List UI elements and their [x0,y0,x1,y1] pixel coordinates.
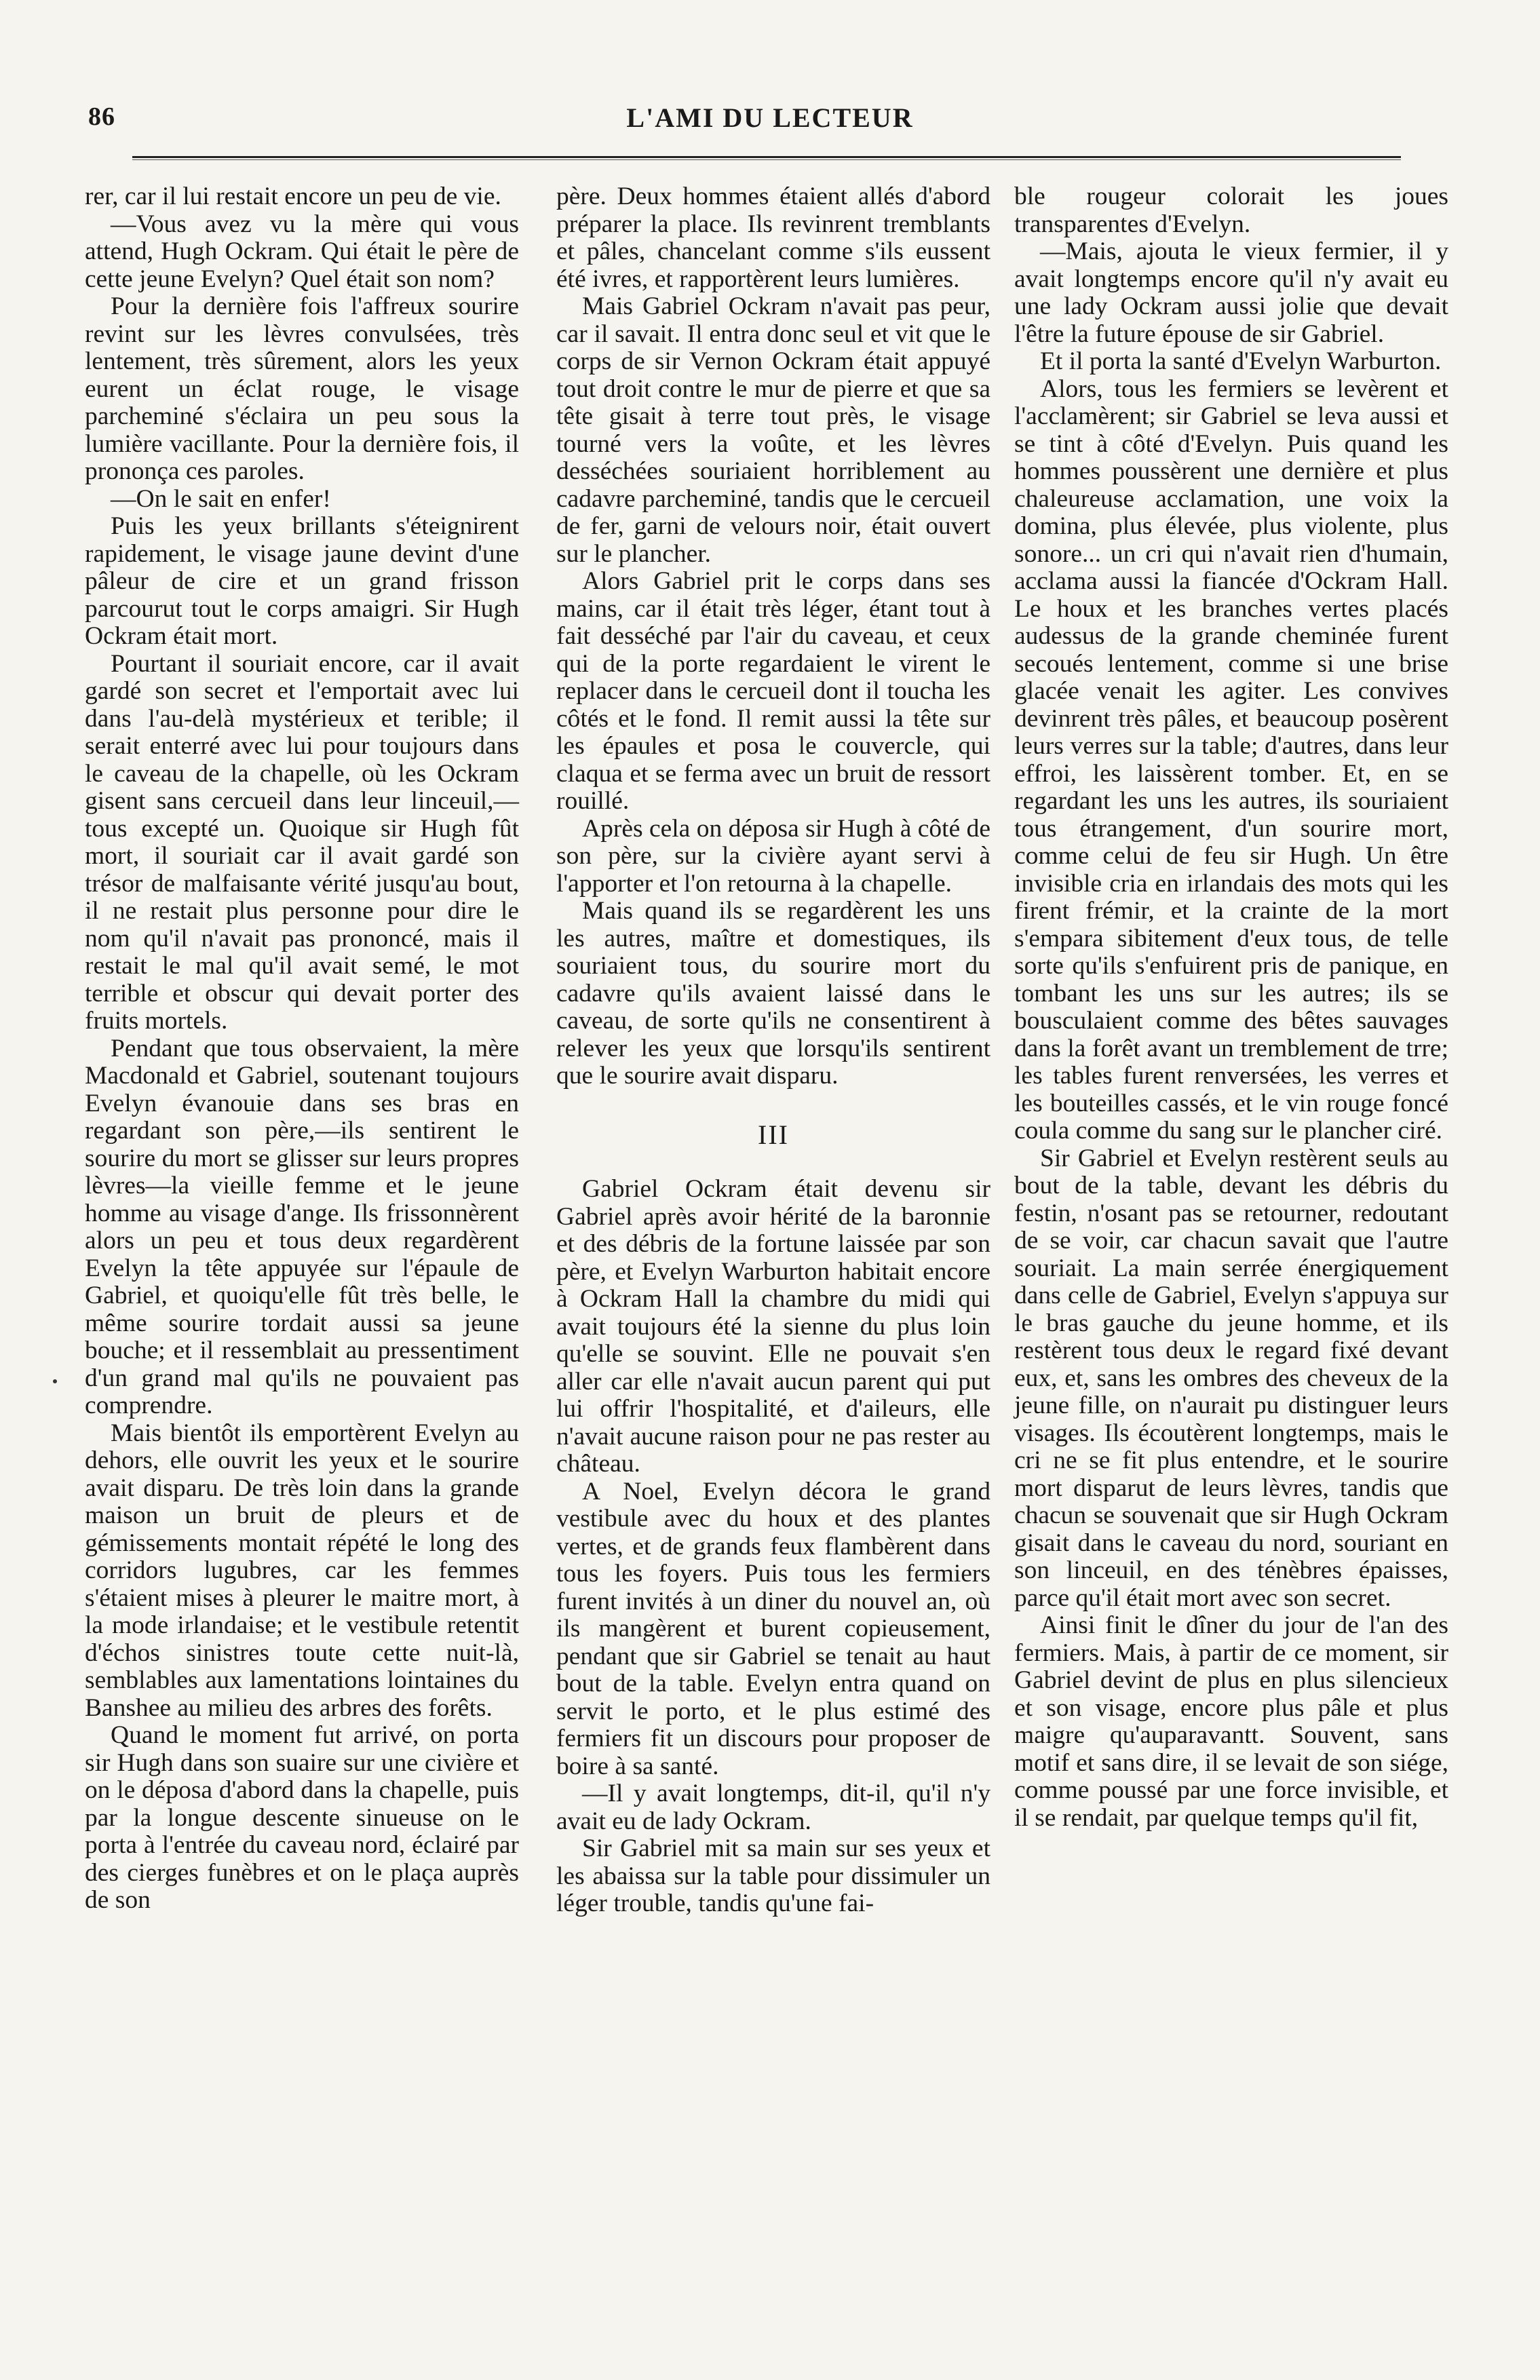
paragraph: Mais bientôt ils emportèrent Evelyn au dehors, elle ouvrit les yeux et le sourire avait disparu. De très loin dans la grande maison un bruit de pleurs et de gémissements montait répété le long des corridors lugubres, car les femmes s'étaient mises à pleurer le maitre mort, à la mode irlandaise; et le vestibule retentit d'échos sinistres toute cette nuit-là, semblables aux lamentations lointaines du Banshee au milieu des arbres des forêts. [85,1419,519,1722]
paragraph: ble rougeur colorait les joues transparentes d'Evelyn. [1014,183,1448,238]
paragraph: Sir Gabriel mit sa main sur ses yeux et les abaissa sur la table pour dissimuler un léger trouble, tandis qu'une fai- [556,1835,990,1917]
paragraph: A Noel, Evelyn décora le grand vestibule avec du houx et des plantes vertes, et de grands feux flambèrent dans tous les foyers. Puis tous les fermiers furent invités à un diner du nouvel an, où ils mangèrent et burent copieusement, pendant que sir Gabriel se tenait au haut bout de la table. Evelyn entra quand on servit le porto, et le plus estimé des fermiers fit un discours pour proposer de boire à sa santé. [556,1477,990,1780]
paragraph: père. Deux hommes étaient allés d'abord préparer la place. Ils revinrent tremblants et pâles, chancelant comme s'ils eussent été ivres, et rapportèrent leurs lumières. [556,183,990,293]
header-rule [132,156,1401,160]
paragraph: Pendant que tous observaient, la mère Macdonald et Gabriel, soutenant toujours Evelyn évanouie dans ses bras en regardant son père,—ils sentirent le sourire du mort se glisser sur leurs propres lèvres—la vieille femme et le jeune homme au visage d'ange. Ils frissonnèrent alors un peu et tous deux regardèrent Evelyn la tête appuyée sur l'épaule de Gabriel, et quoiqu'elle fût très belle, le même sourire tordait aussi sa jeune bouche; et il ressemblait au pressentiment d'un grand mal qu'ils ne pouvaient pas comprendre. [85,1034,519,1419]
paragraph: Pour la dernière fois l'affreux sourire revint sur les lèvres convulsées, très lentement, très sûrement, alors les yeux eurent un éclat rouge, le visage parcheminé s'éclaira un peu sous la lumière vacillante. Pour la dernière fois, il prononça ces paroles. [85,292,519,485]
paragraph: Et il porta la santé d'Evelyn Warburton. [1040,347,1442,375]
text-column-1 [85,183,519,2273]
paragraph: Mais quand ils se regardèrent les uns les autres, maître et domestiques, ils souriaient tous, du sourire mort du cadavre qu'ils avaient laissé dans le caveau, de sorte qu'ils ne consentirent à relever les yeux que lorsqu'ils sentirent que le sourire avait disparu. [556,897,990,1090]
paragraph: rer, car il lui restait encore un peu de vie. [85,183,501,210]
paragraph: Sir Gabriel et Evelyn restèrent seuls au bout de la table, devant les débris du festin, n'osant pas se retourner, redoutant de se voir, car chacun savait que l'autre souriait. La main serrée énergiquement dans celle de Gabriel, Evelyn s'appuya sur le bras gauche du jeune homme, et ils restèrent tous deux le regard fixé devant eux, et, sans les ombres des cheveux de la jeune fille, on n'aurait pu distinguer leurs visages. Ils écoutèrent longtemps, mais le cri ne se fit plus entendre, et le sourire mort disparut de leurs lèvres, tandis que chacun se souvenait que sir Hugh Ockram gisait dans le caveau du nord, souriant en son linceuil, en des ténèbres épaisses, parce qu'il était mort avec son secret. [1014,1144,1448,1612]
running-title: L'AMI DU LECTEUR [626,102,914,133]
page-number: 86 [88,102,115,131]
paragraph: Après cela on déposa sir Hugh à côté de son père, sur la civière ayant servi à l'apporter et l'on retourna à la chapelle. [556,814,990,898]
paragraph: Quand le moment fut arrivé, on porta sir Hugh dans son suaire sur une civière et on le déposa d'abord dans la chapelle, puis par la longue descente sinueuse on le porta à l'entrée du caveau nord, éclairé par des cierges funèbres et on le plaça auprès de son [85,1721,519,1914]
paragraph: Mais Gabriel Ockram n'avait pas peur, car il savait. Il entra donc seul et vit que le corps de sir Vernon Ockram était appuyé tout droit contre le mur de pierre et que sa tête gisait à terre tout près, le visage tourné vers la voûte, et les lèvres desséchées souriaient horriblement au cadavre parcheminé, tandis que le cercueil de fer, garni de velours noir, était ouvert sur le plancher. [556,292,990,568]
paragraph: Alors Gabriel prit le corps dans ses mains, car il était très léger, étant tout à fait desséché par l'air du caveau, et ceux qui de la porte regardaient le virent le replacer dans le cercueil dont il toucha les côtés et le fond. Il remit aussi la tête sur les épaules et posa le couvercle, qui claqua et se ferma avec un bruit de ressort rouillé. [556,567,990,815]
paragraph: Alors, tous les fermiers se levèrent et l'acclamèrent; sir Gabriel se leva aussi et se tint à côté d'Evelyn. Puis quand les hommes poussèrent une dernière et plus chaleureuse acclamation, une voix la domina, plus élevée, plus violente, plus sonore... un cri qui n'avait rien d'humain, acclama aussi la fiancée d'Ockram Hall. Le houx et les branches vertes placés audessus de la grande cheminée furent secoués lentement, comme si une brise glacée venait les agiter. Les convives devinrent très pâles, et beaucoup posèrent leurs verres sur la table; d'autres, dans leur effroi, les laissèrent tomber. Et, en se regardant les uns les autres, ils souriaient tous étrangement, d'un sourire mort, comme celui de feu sir Hugh. Un être invisible cria en irlandais des mots qui les firent frémir, et la crainte de la mort s'empara sibitement d'eux tous, de telle sorte qu'ils s'enfuirent pris de panique, en tombant les uns sur les autres; ils se bousculaient comme des bêtes sauvages dans la forêt avant un tremblement de trre; les tables furent renversées, les verres et les bouteilles cassés, et le vin rouge foncé coula comme du sang sur le plancher ciré. [1014,375,1448,1145]
paragraph: —Il y avait longtemps, dit-il, qu'il n'y avait eu de lady Ockram. [556,1780,990,1835]
paragraph: Gabriel Ockram était devenu sir Gabriel après avoir hérité de la baronnie et des débris de la fortune laissée par son père, et Evelyn Warburton habitait encore à Ockram Hall la chambre du midi qui avait toujours été la sienne du plus loin qu'elle se souvint. Elle ne pouvait s'en aller car elle n'avait aucun parent qui put lui offrir l'hospitalité, et d'aileurs, elle n'avait aucune raison pour ne pas rester au château. [556,1175,990,1478]
page-header [0,102,1540,149]
paragraph: Pourtant il souriait encore, car il avait gardé son secret et l'emportait avec lui dans l'au-delà mystérieux et terible; il serait enterré avec lui pour toujours dans le caveau de la chapelle, où les Ockram gisent sans cercueil dans leur linceuil,—tous excepté un. Quoique sir Hugh fût mort, il souriait car il avait gardé son trésor de malfaisante vérité jusqu'au bout, il ne restait plus personne pour dire le nom qu'il n'avait pas prononcé, mais il restait le mal qu'il avait semé, le mot terrible et obscur qui devait porter des fruits mortels. [85,649,519,1035]
paragraph: —Mais, ajouta le vieux fermier, il y avait longtemps encore qu'il n'y avait eu une lady Ockram aussi jolie que devait l'être la future épouse de sir Gabriel. [1014,237,1448,348]
text-column-2 [556,183,990,2273]
paragraph: Ainsi finit le dîner du jour de l'an des fermiers. Mais, à partir de ce moment, sir Gabriel devint de plus en plus silencieux et son visage, encore plus pâle et plus maigre qu'auparavantt. Souvent, sans motif et sans dire, il se levait de son siége, comme poussé par une force invisible, et il se rendait, par quelque temps qu'il fit, [1014,1611,1448,1832]
paragraph: —On le sait en enfer! [111,484,331,513]
section-heading: III [758,1119,789,1150]
margin-speck [53,1379,57,1383]
paragraph: —Vous avez vu la mère qui vous attend, Hugh Ockram. Qui était le père de cette jeune Evelyn? Quel était son nom? [85,210,519,293]
text-column-3 [1014,183,1448,2273]
paragraph: Puis les yeux brillants s'éteignirent rapidement, le visage jaune devint d'une pâleur de cire et un grand frisson parcourut tout le corps amaigri. Sir Hugh Ockram était mort. [85,512,519,650]
